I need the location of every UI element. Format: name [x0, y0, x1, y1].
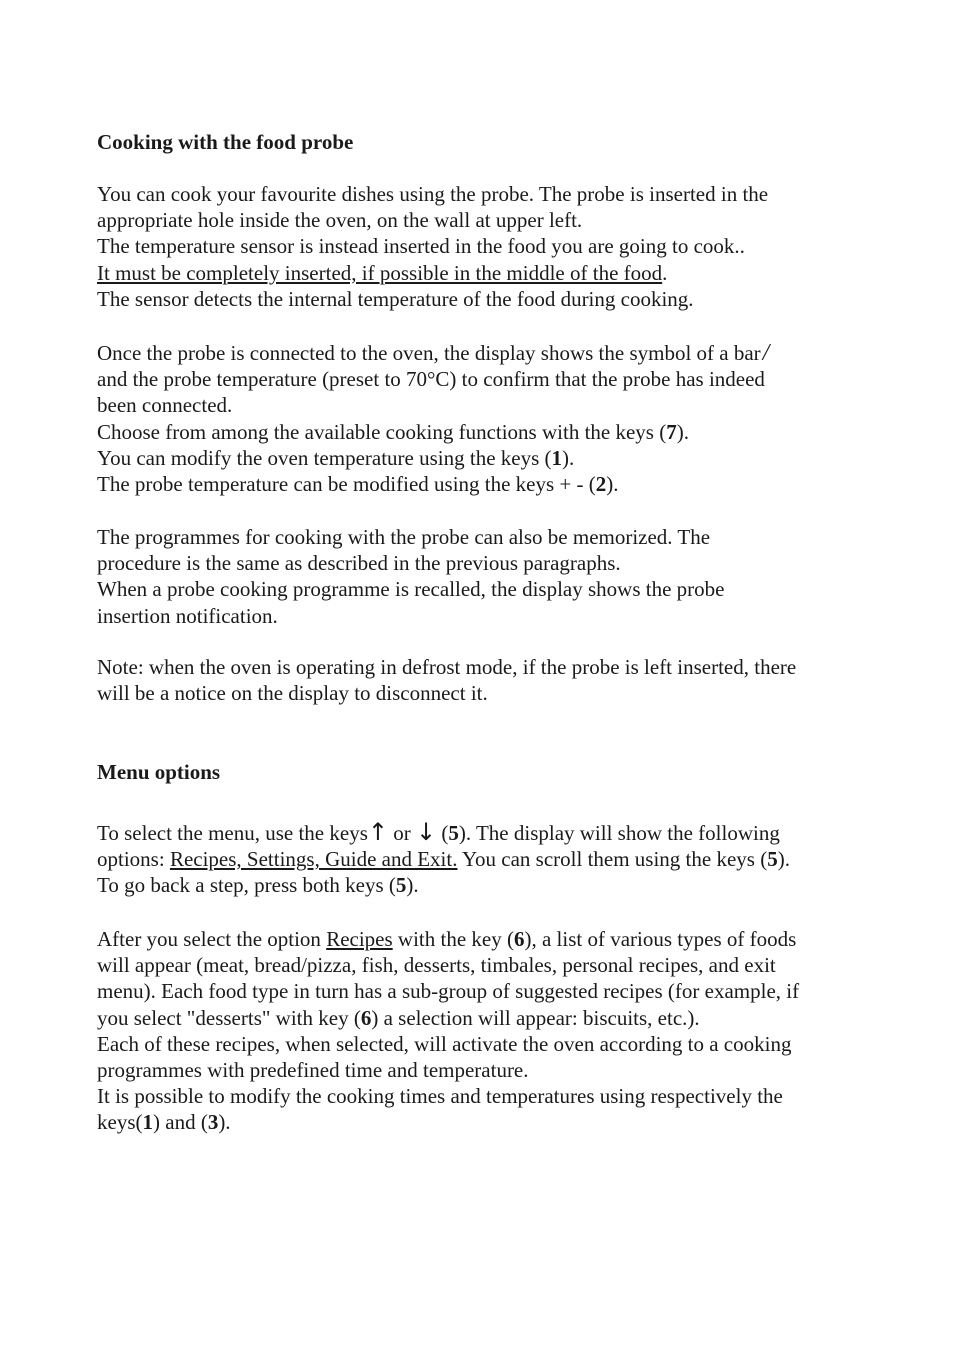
- text-line: [97, 260, 877, 286]
- bar-symbol-icon: /: [762, 340, 770, 366]
- text-line: procedure is the same as described in the previous paragraphs.: [97, 551, 621, 576]
- section-heading-food-probe: Cooking with the food probe: [97, 130, 354, 154]
- text-line: The temperature sensor is instead inserted in the food you are going to cook..: [97, 234, 745, 259]
- text-fragment: The probe temperature can be modified using the keys + - (: [97, 472, 596, 497]
- text-fragment: ).: [606, 472, 619, 497]
- text-line: The programmes for cooking with the probe can also be memorized. The: [97, 525, 711, 549]
- text-line: will appear (meat, bread/pizza, fish, desserts, timbales, personal recipes, and exit: [97, 953, 776, 978]
- text-fragment: Choose from among the available cooking functions with the keys (: [97, 419, 667, 444]
- text-line: [97, 419, 877, 445]
- text-line: insertion notification.: [97, 603, 278, 628]
- paragraph-defrost-note: [97, 654, 877, 706]
- paragraph-recipes: [97, 926, 877, 1136]
- text-line: [97, 1109, 877, 1135]
- key-number: 1: [142, 1110, 153, 1135]
- key-number: 2: [595, 472, 607, 497]
- text-line: [97, 1005, 877, 1031]
- text-line: Each of these recipes, when selected, will activate the oven according to a cooking: [97, 1031, 792, 1056]
- text-fragment: To select the menu, use the keys: [97, 821, 368, 845]
- text-fragment: ).: [218, 1110, 231, 1135]
- paragraph-probe-programmes: [97, 524, 877, 629]
- text-line: [97, 340, 877, 366]
- text-fragment: ).: [406, 873, 419, 898]
- text-line: [97, 445, 877, 471]
- key-number: 1: [551, 445, 563, 470]
- underlined-recipes: Recipes: [326, 927, 393, 951]
- paragraph-probe-connection: [97, 340, 877, 497]
- text-line: programmes with predefined time and temperature.: [97, 1058, 529, 1083]
- text-fragment: keys(: [97, 1110, 143, 1135]
- text-fragment: ).: [676, 419, 689, 444]
- text-line: will be a notice on the display to disconnect it.: [97, 681, 488, 706]
- text-line: [97, 872, 877, 898]
- text-line: You can cook your favourite dishes using the probe. The probe is inserted in the: [97, 182, 769, 206]
- text-fragment: ), a list of various types of foods: [524, 927, 797, 951]
- key-number: 5: [395, 873, 407, 898]
- text-fragment: you select "desserts" with key (: [97, 1005, 361, 1030]
- text-line: appropriate hole inside the oven, on the wall at upper left.: [97, 208, 583, 233]
- text-fragment: ) a selection will appear: biscuits, etc.).: [371, 1005, 700, 1030]
- section-heading-menu-options: Menu options: [97, 760, 221, 784]
- text-fragment: After you select the option: [97, 927, 327, 951]
- text-fragment: with the key (: [392, 927, 514, 951]
- text-fragment: (: [436, 821, 449, 845]
- underlined-menu-list: Recipes, Settings, Guide and Exit.: [169, 847, 458, 872]
- key-number: 7: [666, 419, 677, 444]
- text-fragment: options:: [97, 847, 170, 872]
- text-line: Note: when the oven is operating in defrost mode, if the probe is left inserted, there: [97, 655, 797, 679]
- text-line: [97, 846, 877, 872]
- key-number: 3: [207, 1110, 219, 1135]
- text-fragment: .: [662, 260, 668, 285]
- key-number: 5: [448, 821, 459, 845]
- text-fragment: ).: [777, 847, 790, 872]
- underlined-text: It must be completely inserted, if possible in the middle of the food: [97, 260, 663, 285]
- text-fragment: To go back a step, press both keys (: [97, 873, 396, 898]
- text-line: and the probe temperature (preset to 70°C) to confirm that the probe has indeed: [97, 367, 765, 392]
- up-arrow-icon: ↑: [367, 818, 388, 846]
- text-fragment: or: [387, 821, 416, 845]
- paragraph-probe-intro: [97, 181, 877, 312]
- paragraph-menu-select: [97, 820, 877, 899]
- text-fragment: ). The display will show the following: [458, 821, 780, 845]
- text-fragment: You can scroll them using the keys (: [457, 847, 768, 872]
- text-line: been connected.: [97, 393, 233, 418]
- key-number: 6: [513, 927, 525, 951]
- text-line: It is possible to modify the cooking times and temperatures using respectively the: [97, 1084, 783, 1109]
- text-line: [97, 926, 877, 952]
- text-fragment: Once the probe is connected to the oven, the display shows the symbol of a bar: [97, 341, 761, 365]
- text-fragment: You can modify the oven temperature using the keys (: [97, 445, 552, 470]
- text-fragment: ) and (: [153, 1110, 208, 1135]
- text-line: menu). Each food type in turn has a sub-group of suggested recipes (for example, if: [97, 979, 800, 1004]
- key-number: 6: [360, 1005, 372, 1030]
- text-line: The sensor detects the internal temperature of the food during cooking.: [97, 286, 694, 311]
- text-line: [97, 820, 877, 846]
- text-fragment: ).: [562, 445, 575, 470]
- text-line: [97, 471, 877, 497]
- down-arrow-icon: ↓: [415, 818, 437, 846]
- key-number: 5: [767, 847, 778, 872]
- text-line: When a probe cooking programme is recalled, the display shows the probe: [97, 577, 725, 602]
